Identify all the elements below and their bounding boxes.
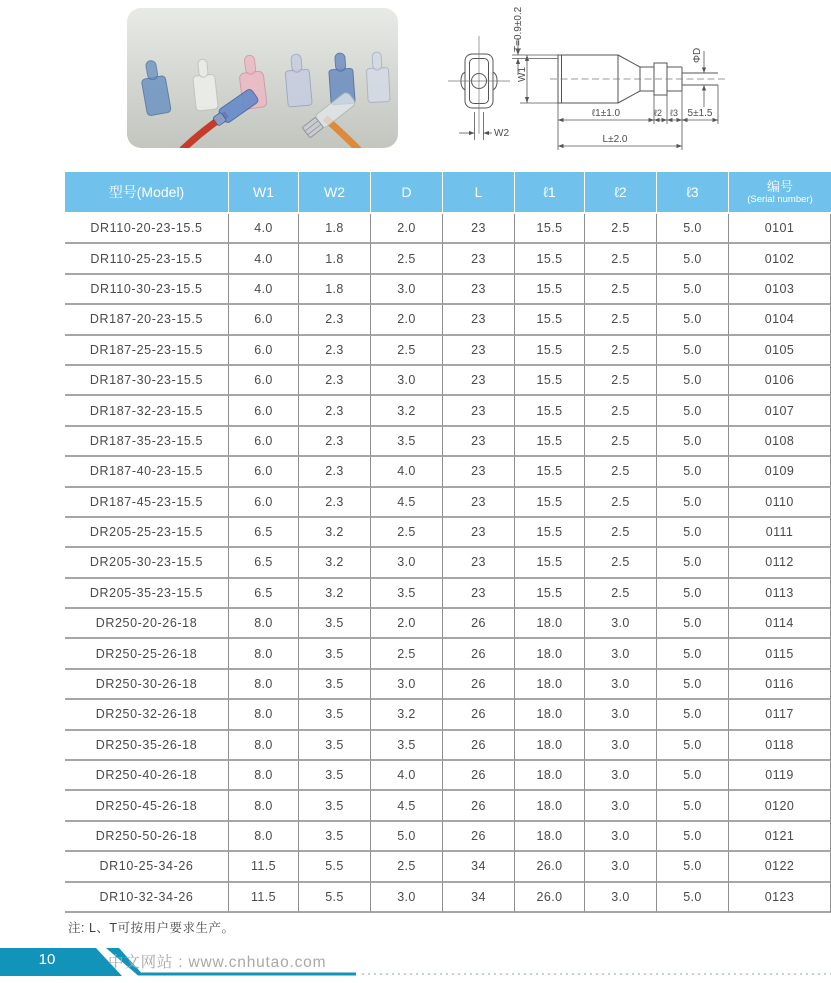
table-row	[65, 488, 831, 518]
table-row	[65, 214, 831, 244]
table-row	[65, 761, 831, 791]
value-cell: 3.0	[585, 883, 657, 913]
value-cell: 5.5	[299, 852, 371, 882]
header-serial-en: (Serial number)	[747, 193, 813, 205]
value-cell: 3.0	[371, 670, 443, 700]
value-cell: 6.0	[229, 336, 299, 366]
value-cell: 3.0	[585, 761, 657, 791]
value-cell: 3.0	[585, 639, 657, 669]
value-cell: 23	[443, 579, 515, 609]
serial-cell: 0108	[729, 427, 831, 457]
serial-cell: 0122	[729, 852, 831, 882]
product-photo	[127, 8, 398, 148]
value-cell: 6.5	[229, 579, 299, 609]
model-cell: DR187-45-23-15.5	[65, 488, 229, 518]
value-cell: 4.0	[229, 244, 299, 274]
value-cell: 6.5	[229, 548, 299, 578]
l2-label: ℓ2	[654, 108, 662, 118]
value-cell: 5.0	[657, 791, 729, 821]
serial-cell: 0101	[729, 214, 831, 244]
value-cell: 15.5	[515, 579, 585, 609]
table-row	[65, 883, 831, 913]
table-row	[65, 791, 831, 821]
table-row	[65, 639, 831, 669]
value-cell: 3.2	[299, 579, 371, 609]
value-cell: 3.0	[585, 822, 657, 852]
table-row	[65, 548, 831, 578]
value-cell: 5.0	[657, 427, 729, 457]
value-cell: 2.3	[299, 336, 371, 366]
value-cell: 5.0	[657, 214, 729, 244]
model-cell: DR187-35-23-15.5	[65, 427, 229, 457]
value-cell: 2.3	[299, 488, 371, 518]
model-cell: DR205-35-23-15.5	[65, 579, 229, 609]
value-cell: 15.5	[515, 336, 585, 366]
value-cell: 2.5	[585, 488, 657, 518]
value-cell: 18.0	[515, 670, 585, 700]
serial-cell: 0123	[729, 883, 831, 913]
header-serial-cn: 编号	[766, 178, 793, 194]
value-cell: 4.0	[229, 214, 299, 244]
value-cell: 15.5	[515, 548, 585, 578]
value-cell: 26	[443, 761, 515, 791]
value-cell: 2.5	[371, 244, 443, 274]
value-cell: 15.5	[515, 518, 585, 548]
value-cell: 26	[443, 791, 515, 821]
value-cell: 15.5	[515, 488, 585, 518]
value-cell: 6.0	[229, 305, 299, 335]
model-cell: DR10-25-34-26	[65, 852, 229, 882]
t-label: T=0.9±0.2	[513, 6, 524, 52]
header-w2: W2	[299, 172, 371, 214]
value-cell: 2.0	[371, 305, 443, 335]
value-cell: 5.0	[657, 883, 729, 913]
value-cell: 4.0	[371, 457, 443, 487]
serial-cell: 0105	[729, 336, 831, 366]
value-cell: 26.0	[515, 883, 585, 913]
value-cell: 2.5	[371, 518, 443, 548]
serial-cell: 0104	[729, 305, 831, 335]
value-cell: 15.5	[515, 214, 585, 244]
value-cell: 5.0	[657, 336, 729, 366]
value-cell: 2.0	[371, 609, 443, 639]
model-cell: DR187-25-23-15.5	[65, 336, 229, 366]
value-cell: 2.5	[585, 305, 657, 335]
model-cell: DR187-32-23-15.5	[65, 396, 229, 426]
w1-label: W1	[517, 67, 528, 82]
value-cell: 3.2	[371, 700, 443, 730]
value-cell: 5.0	[657, 670, 729, 700]
table-row	[65, 275, 831, 305]
value-cell: 5.0	[657, 366, 729, 396]
value-cell: 5.0	[657, 488, 729, 518]
value-cell: 26	[443, 609, 515, 639]
value-cell: 4.5	[371, 488, 443, 518]
header-l1: ℓ1	[515, 172, 585, 214]
model-cell: DR250-25-26-18	[65, 639, 229, 669]
value-cell: 26.0	[515, 852, 585, 882]
model-cell: DR10-32-34-26	[65, 883, 229, 913]
model-cell: DR250-45-26-18	[65, 791, 229, 821]
value-cell: 3.5	[299, 700, 371, 730]
serial-cell: 0121	[729, 822, 831, 852]
table-row	[65, 244, 831, 274]
value-cell: 3.2	[299, 518, 371, 548]
model-cell: DR250-40-26-18	[65, 761, 229, 791]
model-cell: DR110-20-23-15.5	[65, 214, 229, 244]
value-cell: 2.5	[371, 852, 443, 882]
value-cell: 2.3	[299, 396, 371, 426]
value-cell: 8.0	[229, 822, 299, 852]
value-cell: 2.5	[585, 518, 657, 548]
serial-cell: 0111	[729, 518, 831, 548]
serial-cell: 0113	[729, 579, 831, 609]
model-cell: DR110-25-23-15.5	[65, 244, 229, 274]
value-cell: 3.2	[371, 396, 443, 426]
table-row	[65, 731, 831, 761]
value-cell: 18.0	[515, 791, 585, 821]
value-cell: 26	[443, 670, 515, 700]
value-cell: 5.0	[657, 457, 729, 487]
value-cell: 1.8	[299, 275, 371, 305]
table-row	[65, 396, 831, 426]
value-cell: 18.0	[515, 731, 585, 761]
w2-label: W2	[494, 128, 509, 139]
L-label: L±2.0	[602, 134, 628, 145]
value-cell: 3.5	[371, 579, 443, 609]
value-cell: 8.0	[229, 791, 299, 821]
value-cell: 2.5	[585, 275, 657, 305]
value-cell: 23	[443, 275, 515, 305]
table-row	[65, 822, 831, 852]
seg5-label: 5±1.5	[687, 108, 713, 119]
value-cell: 23	[443, 214, 515, 244]
table-row	[65, 852, 831, 882]
serial-cell: 0117	[729, 700, 831, 730]
value-cell: 5.0	[657, 609, 729, 639]
serial-cell: 0116	[729, 670, 831, 700]
value-cell: 5.0	[657, 548, 729, 578]
serial-cell: 0109	[729, 457, 831, 487]
value-cell: 26	[443, 822, 515, 852]
table-row	[65, 457, 831, 487]
value-cell: 3.5	[299, 639, 371, 669]
value-cell: 3.0	[585, 731, 657, 761]
value-cell: 3.0	[371, 275, 443, 305]
value-cell: 2.5	[371, 639, 443, 669]
table-row	[65, 609, 831, 639]
value-cell: 23	[443, 305, 515, 335]
value-cell: 2.5	[585, 214, 657, 244]
value-cell: 6.0	[229, 457, 299, 487]
value-cell: 2.5	[371, 336, 443, 366]
model-cell: DR250-50-26-18	[65, 822, 229, 852]
value-cell: 15.5	[515, 366, 585, 396]
spec-table-wrap	[65, 172, 831, 913]
page-number: 10	[38, 951, 56, 968]
value-cell: 2.3	[299, 427, 371, 457]
value-cell: 3.5	[371, 731, 443, 761]
table-row	[65, 366, 831, 396]
model-cell: DR187-20-23-15.5	[65, 305, 229, 335]
value-cell: 15.5	[515, 396, 585, 426]
value-cell: 8.0	[229, 609, 299, 639]
technical-drawing	[430, 0, 830, 160]
value-cell: 2.3	[299, 305, 371, 335]
value-cell: 3.0	[585, 791, 657, 821]
serial-cell: 0119	[729, 761, 831, 791]
value-cell: 8.0	[229, 700, 299, 730]
value-cell: 15.5	[515, 305, 585, 335]
header-l3: ℓ3	[657, 172, 729, 214]
value-cell: 2.3	[299, 366, 371, 396]
serial-cell: 0110	[729, 488, 831, 518]
value-cell: 26	[443, 731, 515, 761]
value-cell: 2.5	[585, 366, 657, 396]
value-cell: 5.0	[657, 275, 729, 305]
serial-cell: 0115	[729, 639, 831, 669]
serial-cell: 0114	[729, 609, 831, 639]
model-cell: DR250-20-26-18	[65, 609, 229, 639]
model-cell: DR250-32-26-18	[65, 700, 229, 730]
value-cell: 23	[443, 548, 515, 578]
value-cell: 5.0	[657, 396, 729, 426]
value-cell: 23	[443, 396, 515, 426]
value-cell: 8.0	[229, 670, 299, 700]
header-l2: ℓ2	[585, 172, 657, 214]
table-row	[65, 700, 831, 730]
value-cell: 5.0	[657, 700, 729, 730]
header-d: D	[371, 172, 443, 214]
value-cell: 6.0	[229, 366, 299, 396]
value-cell: 3.5	[299, 791, 371, 821]
value-cell: 18.0	[515, 609, 585, 639]
value-cell: 3.5	[371, 427, 443, 457]
serial-cell: 0103	[729, 275, 831, 305]
value-cell: 2.5	[585, 396, 657, 426]
value-cell: 23	[443, 518, 515, 548]
header-l: L	[443, 172, 515, 214]
value-cell: 5.0	[657, 822, 729, 852]
value-cell: 15.5	[515, 457, 585, 487]
value-cell: 2.5	[585, 579, 657, 609]
value-cell: 3.5	[299, 731, 371, 761]
value-cell: 5.0	[657, 761, 729, 791]
value-cell: 26	[443, 700, 515, 730]
value-cell: 3.0	[585, 609, 657, 639]
value-cell: 4.5	[371, 791, 443, 821]
value-cell: 6.0	[229, 488, 299, 518]
value-cell: 3.2	[299, 548, 371, 578]
spec-table	[65, 172, 831, 913]
model-cell: DR250-30-26-18	[65, 670, 229, 700]
value-cell: 18.0	[515, 700, 585, 730]
value-cell: 23	[443, 427, 515, 457]
value-cell: 3.5	[299, 670, 371, 700]
value-cell: 5.0	[657, 244, 729, 274]
value-cell: 5.0	[657, 852, 729, 882]
value-cell: 5.0	[657, 305, 729, 335]
header-w1: W1	[229, 172, 299, 214]
value-cell: 5.5	[299, 883, 371, 913]
value-cell: 18.0	[515, 822, 585, 852]
website-link[interactable]: 中文网站 : www.cnhutao.com	[108, 954, 327, 971]
header-serial	[729, 172, 831, 214]
header-model: 型号(Model)	[65, 172, 229, 214]
value-cell: 3.5	[299, 761, 371, 791]
l1-label: ℓ1±1.0	[591, 108, 621, 119]
value-cell: 3.0	[371, 366, 443, 396]
w2-dimension	[459, 112, 492, 140]
value-cell: 2.3	[299, 457, 371, 487]
value-cell: 11.5	[229, 852, 299, 882]
serial-cell: 0107	[729, 396, 831, 426]
model-cell: DR187-30-23-15.5	[65, 366, 229, 396]
value-cell: 15.5	[515, 244, 585, 274]
value-cell: 2.0	[371, 214, 443, 244]
value-cell: 2.5	[585, 427, 657, 457]
model-cell: DR205-25-23-15.5	[65, 518, 229, 548]
value-cell: 23	[443, 366, 515, 396]
value-cell: 6.0	[229, 396, 299, 426]
value-cell: 2.5	[585, 548, 657, 578]
value-cell: 34	[443, 852, 515, 882]
value-cell: 3.0	[585, 700, 657, 730]
value-cell: 4.0	[371, 761, 443, 791]
header-row	[65, 172, 831, 214]
value-cell: 11.5	[229, 883, 299, 913]
value-cell: 3.5	[299, 609, 371, 639]
model-cell: DR205-30-23-15.5	[65, 548, 229, 578]
value-cell: 6.0	[229, 427, 299, 457]
table-row	[65, 579, 831, 609]
production-note: 注: L、T可按用户要求生产。	[68, 921, 235, 935]
serial-cell: 0102	[729, 244, 831, 274]
value-cell: 8.0	[229, 639, 299, 669]
value-cell: 3.0	[371, 548, 443, 578]
value-cell: 23	[443, 457, 515, 487]
l3-label: ℓ3	[670, 108, 678, 118]
value-cell: 5.0	[657, 731, 729, 761]
table-row	[65, 305, 831, 335]
serial-cell: 0106	[729, 366, 831, 396]
serial-cell: 0120	[729, 791, 831, 821]
spec-table-body	[65, 214, 831, 913]
value-cell: 18.0	[515, 761, 585, 791]
value-cell: 5.0	[371, 822, 443, 852]
value-cell: 5.0	[657, 579, 729, 609]
value-cell: 6.5	[229, 518, 299, 548]
model-cell: DR187-40-23-15.5	[65, 457, 229, 487]
value-cell: 23	[443, 244, 515, 274]
serial-cell: 0118	[729, 731, 831, 761]
model-cell: DR110-30-23-15.5	[65, 275, 229, 305]
value-cell: 5.0	[657, 518, 729, 548]
table-row	[65, 336, 831, 366]
value-cell: 23	[443, 488, 515, 518]
value-cell: 8.0	[229, 731, 299, 761]
value-cell: 3.0	[585, 670, 657, 700]
value-cell: 1.8	[299, 214, 371, 244]
value-cell: 23	[443, 336, 515, 366]
model-cell: DR250-35-26-18	[65, 731, 229, 761]
table-row	[65, 518, 831, 548]
value-cell: 15.5	[515, 427, 585, 457]
value-cell: 3.0	[371, 883, 443, 913]
table-row	[65, 427, 831, 457]
phi-d-label: ΦD	[692, 47, 703, 63]
value-cell: 5.0	[657, 639, 729, 669]
value-cell: 26	[443, 639, 515, 669]
value-cell: 1.8	[299, 244, 371, 274]
value-cell: 2.5	[585, 457, 657, 487]
table-row	[65, 670, 831, 700]
value-cell: 3.0	[585, 852, 657, 882]
value-cell: 2.5	[585, 336, 657, 366]
value-cell: 8.0	[229, 761, 299, 791]
value-cell: 18.0	[515, 639, 585, 669]
value-cell: 3.5	[299, 822, 371, 852]
value-cell: 15.5	[515, 275, 585, 305]
serial-cell: 0112	[729, 548, 831, 578]
value-cell: 34	[443, 883, 515, 913]
value-cell: 4.0	[229, 275, 299, 305]
value-cell: 2.5	[585, 244, 657, 274]
